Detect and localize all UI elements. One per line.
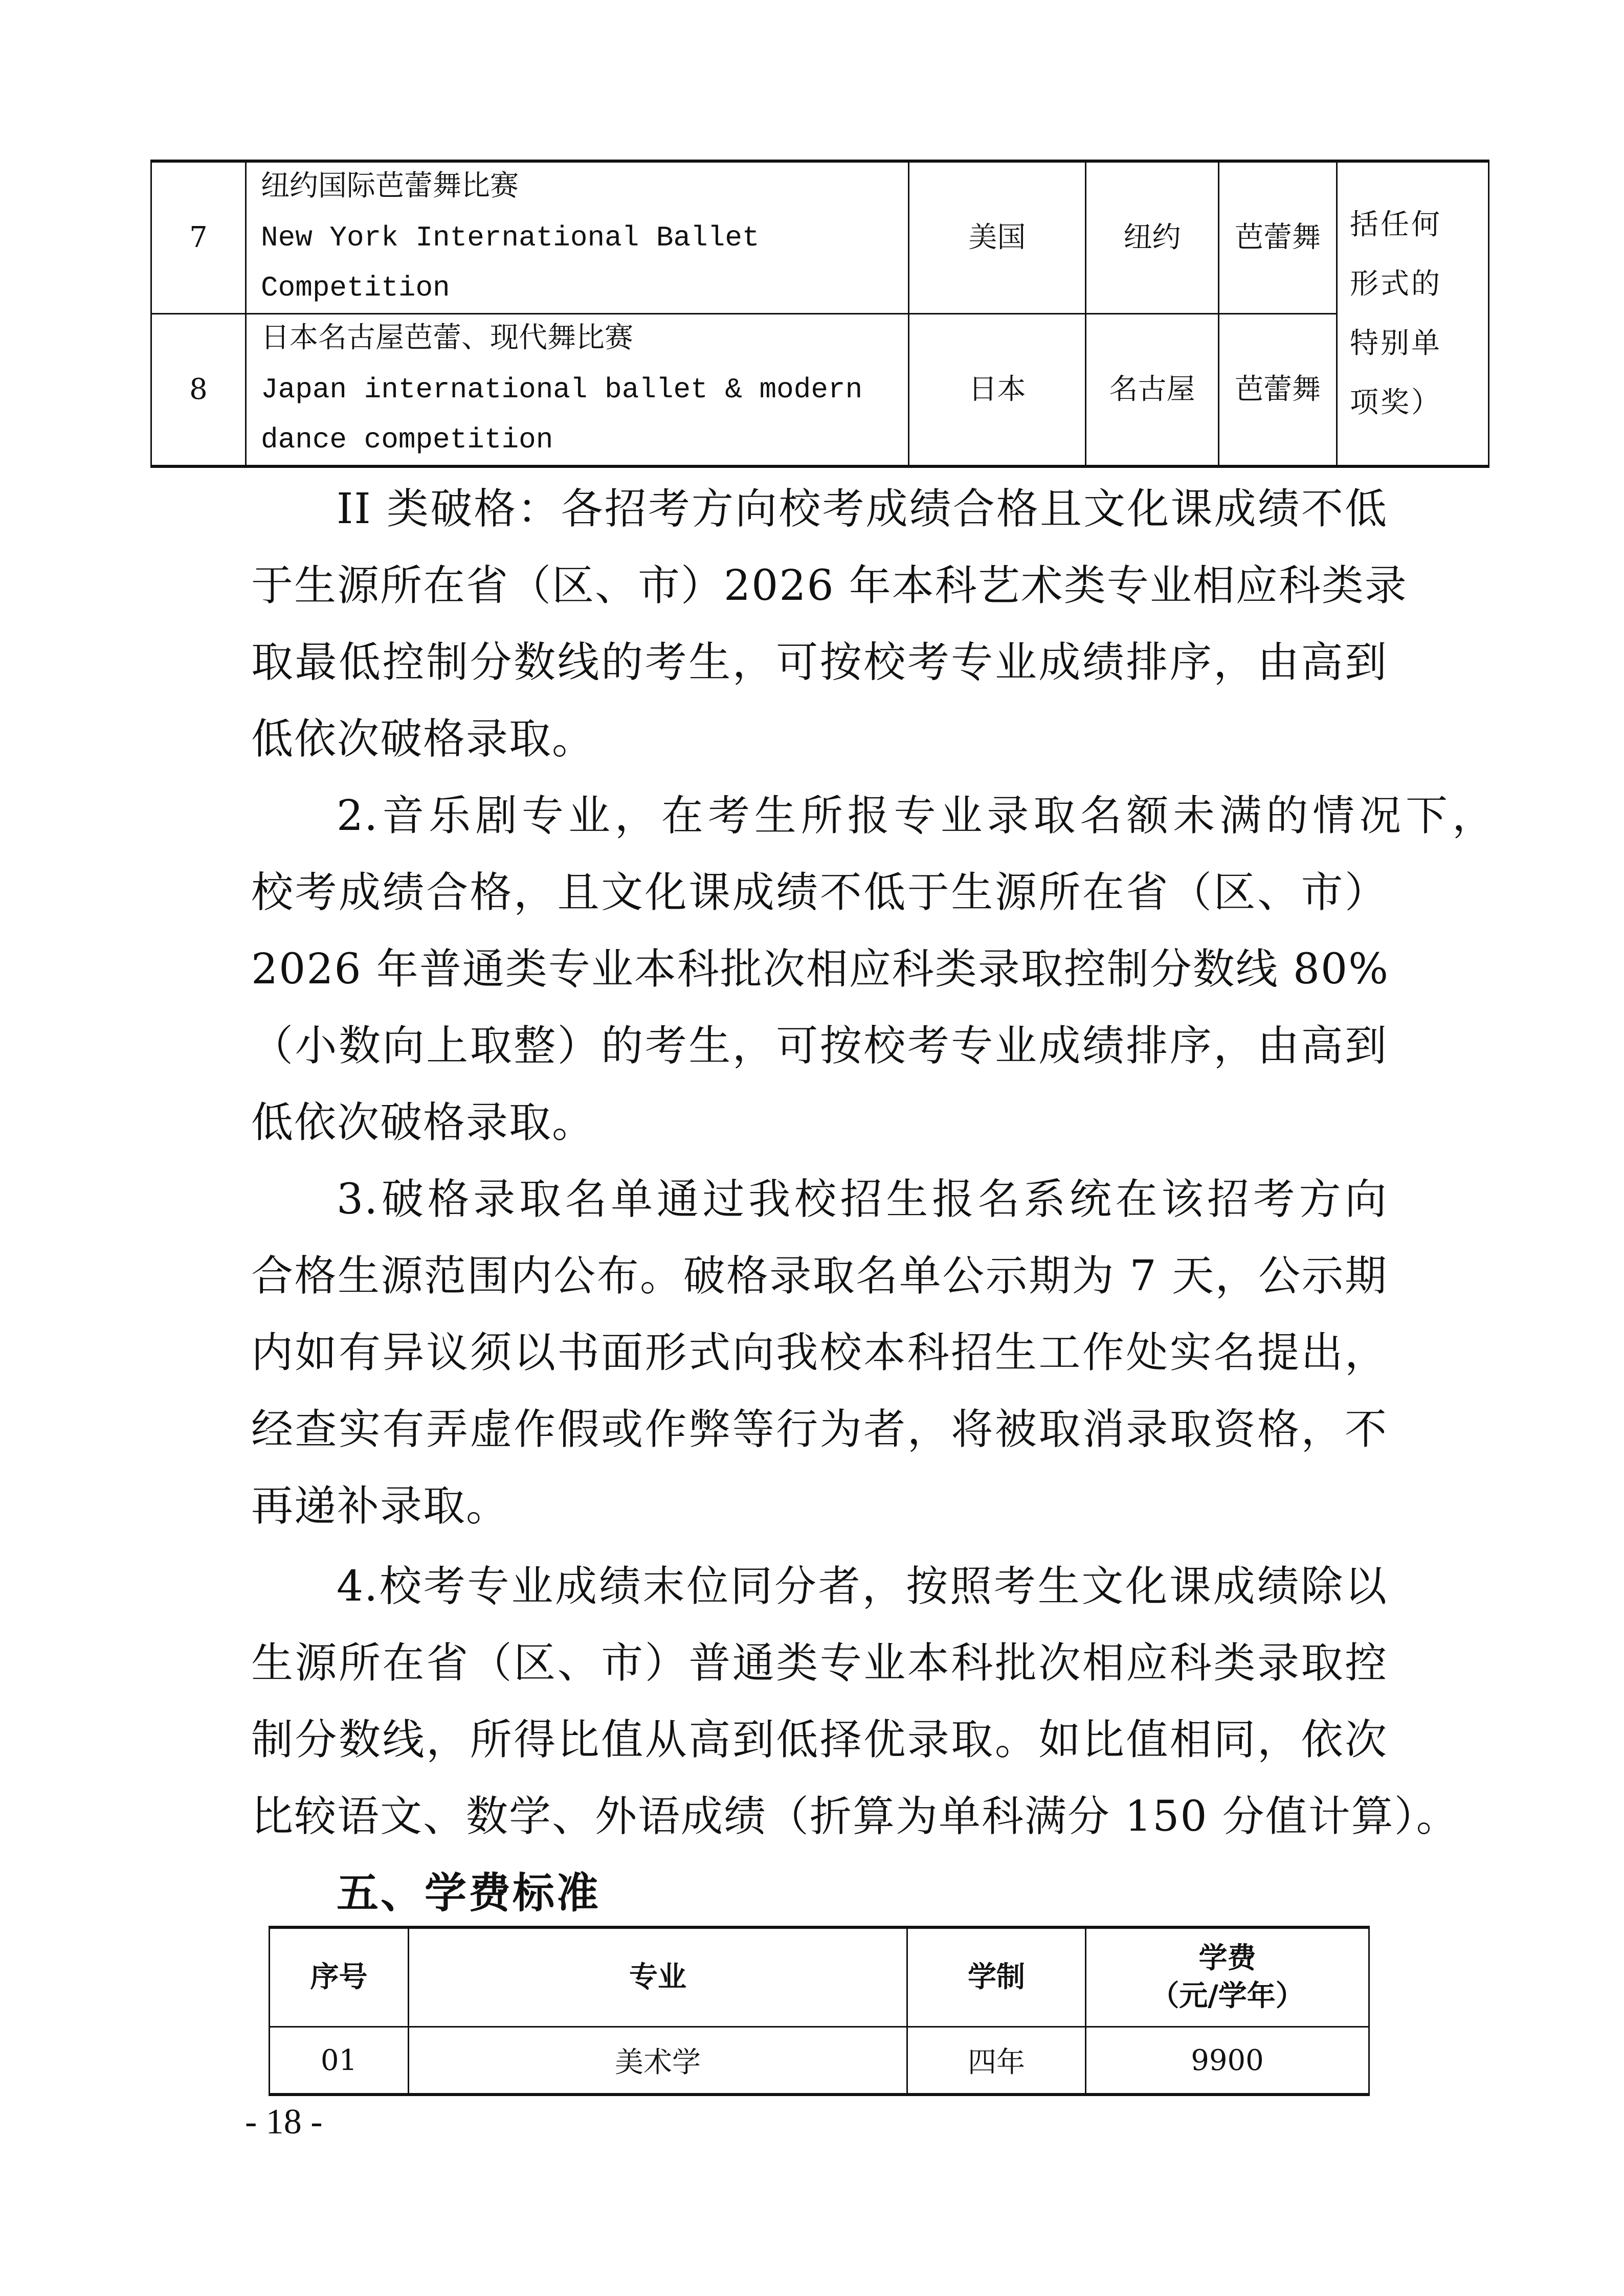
note-line: 形式的 <box>1350 267 1442 301</box>
country: 日本 <box>909 314 1086 467</box>
duration: 四年 <box>907 2027 1086 2095</box>
name-cn: 纽约国际芭蕾舞比赛 <box>261 171 519 204</box>
page-number: - 18 - <box>245 2102 323 2142</box>
body-line: 比较语文、数学、外语成绩（折算为单科满分 150 分值计算）。 <box>251 1792 1459 1841</box>
body-line: 生源所在省（区、市）普通类专业本科批次相应科类录取控 <box>251 1639 1388 1687</box>
body-line: II 类破格：各招考方向校考成绩合格且文化课成绩不低 <box>337 485 1388 533</box>
name-en-cont: dance competition <box>261 423 553 456</box>
header-no: 序号 <box>270 1927 409 2027</box>
header-fee-unit: （元/学年） <box>1150 1979 1304 2013</box>
note-line: 特别单 <box>1350 326 1442 360</box>
fee-table <box>269 1926 1370 2096</box>
major: 美术学 <box>409 2027 907 2095</box>
body-line: 合格生源范围内公布。破格录取名单公示期为 7 天，公示期 <box>251 1252 1388 1300</box>
country: 美国 <box>909 161 1086 314</box>
category: 芭蕾舞 <box>1219 161 1337 314</box>
body-line: 4.校考专业成绩末位同分者，按照考生文化课成绩除以 <box>337 1562 1388 1611</box>
body-line: 2.音乐剧专业，在考生所报专业录取名额未满的情况下， <box>337 792 1495 840</box>
body-line: 低依次破格录取。 <box>251 715 595 763</box>
table-row <box>270 2027 1369 2095</box>
body-line: 于生源所在省（区、市）2026 年本科艺术类专业相应科类录 <box>251 561 1408 610</box>
name-cn: 日本名古屋芭蕾、现代舞比赛 <box>261 323 633 356</box>
city: 名古屋 <box>1086 314 1219 467</box>
body-line: 经查实有弄虚作假或作弊等行为者，将被取消录取资格，不 <box>251 1405 1388 1454</box>
category: 芭蕾舞 <box>1219 314 1337 467</box>
note-cell <box>1337 161 1489 466</box>
city: 纽约 <box>1086 161 1219 314</box>
header-fee-label: 学费 <box>1198 1942 1256 1975</box>
body-line: 校考成绩合格，且文化课成绩不低于生源所在省（区、市） <box>251 868 1388 917</box>
name-en: Japan international ballet & modern <box>261 373 863 406</box>
competition-name <box>246 161 909 314</box>
body-line: 低依次破格录取。 <box>251 1098 595 1147</box>
competition-name <box>246 314 909 467</box>
name-en-cont: Competition <box>261 272 450 304</box>
row-number: 7 <box>151 161 246 314</box>
table-row <box>151 314 1489 467</box>
table-row <box>151 161 1489 314</box>
competition-table <box>150 160 1489 468</box>
note-line: 括任何 <box>1350 208 1442 241</box>
body-line: 内如有异议须以书面形式向我校本科招生工作处实名提出， <box>251 1329 1388 1377</box>
row-number: 01 <box>270 2027 409 2095</box>
body-line: 取最低控制分数线的考生，可按校考专业成绩排序，由高到 <box>251 638 1388 687</box>
body-line: 制分数线，所得比值从高到低择优录取。如比值相同，依次 <box>251 1716 1388 1764</box>
name-en: New York International Ballet <box>261 221 760 254</box>
header-major: 专业 <box>409 1927 907 2027</box>
header-duration: 学制 <box>907 1927 1086 2027</box>
section-heading: 五、学费标准 <box>337 1869 601 1918</box>
header-row <box>270 1927 1369 2027</box>
body-line: 3.破格录取名单通过我校招生报名系统在该招考方向 <box>337 1175 1388 1224</box>
body-line: 再递补录取。 <box>251 1482 509 1530</box>
body-line: （小数向上取整）的考生，可按校考专业成绩排序，由高到 <box>251 1022 1388 1070</box>
row-number: 8 <box>151 314 246 467</box>
note-line: 项奖） <box>1350 386 1442 419</box>
header-fee <box>1086 1927 1369 2027</box>
body-line: 2026 年普通类专业本科批次相应科类录取控制分数线 80% <box>251 945 1390 994</box>
fee: 9900 <box>1086 2027 1369 2095</box>
